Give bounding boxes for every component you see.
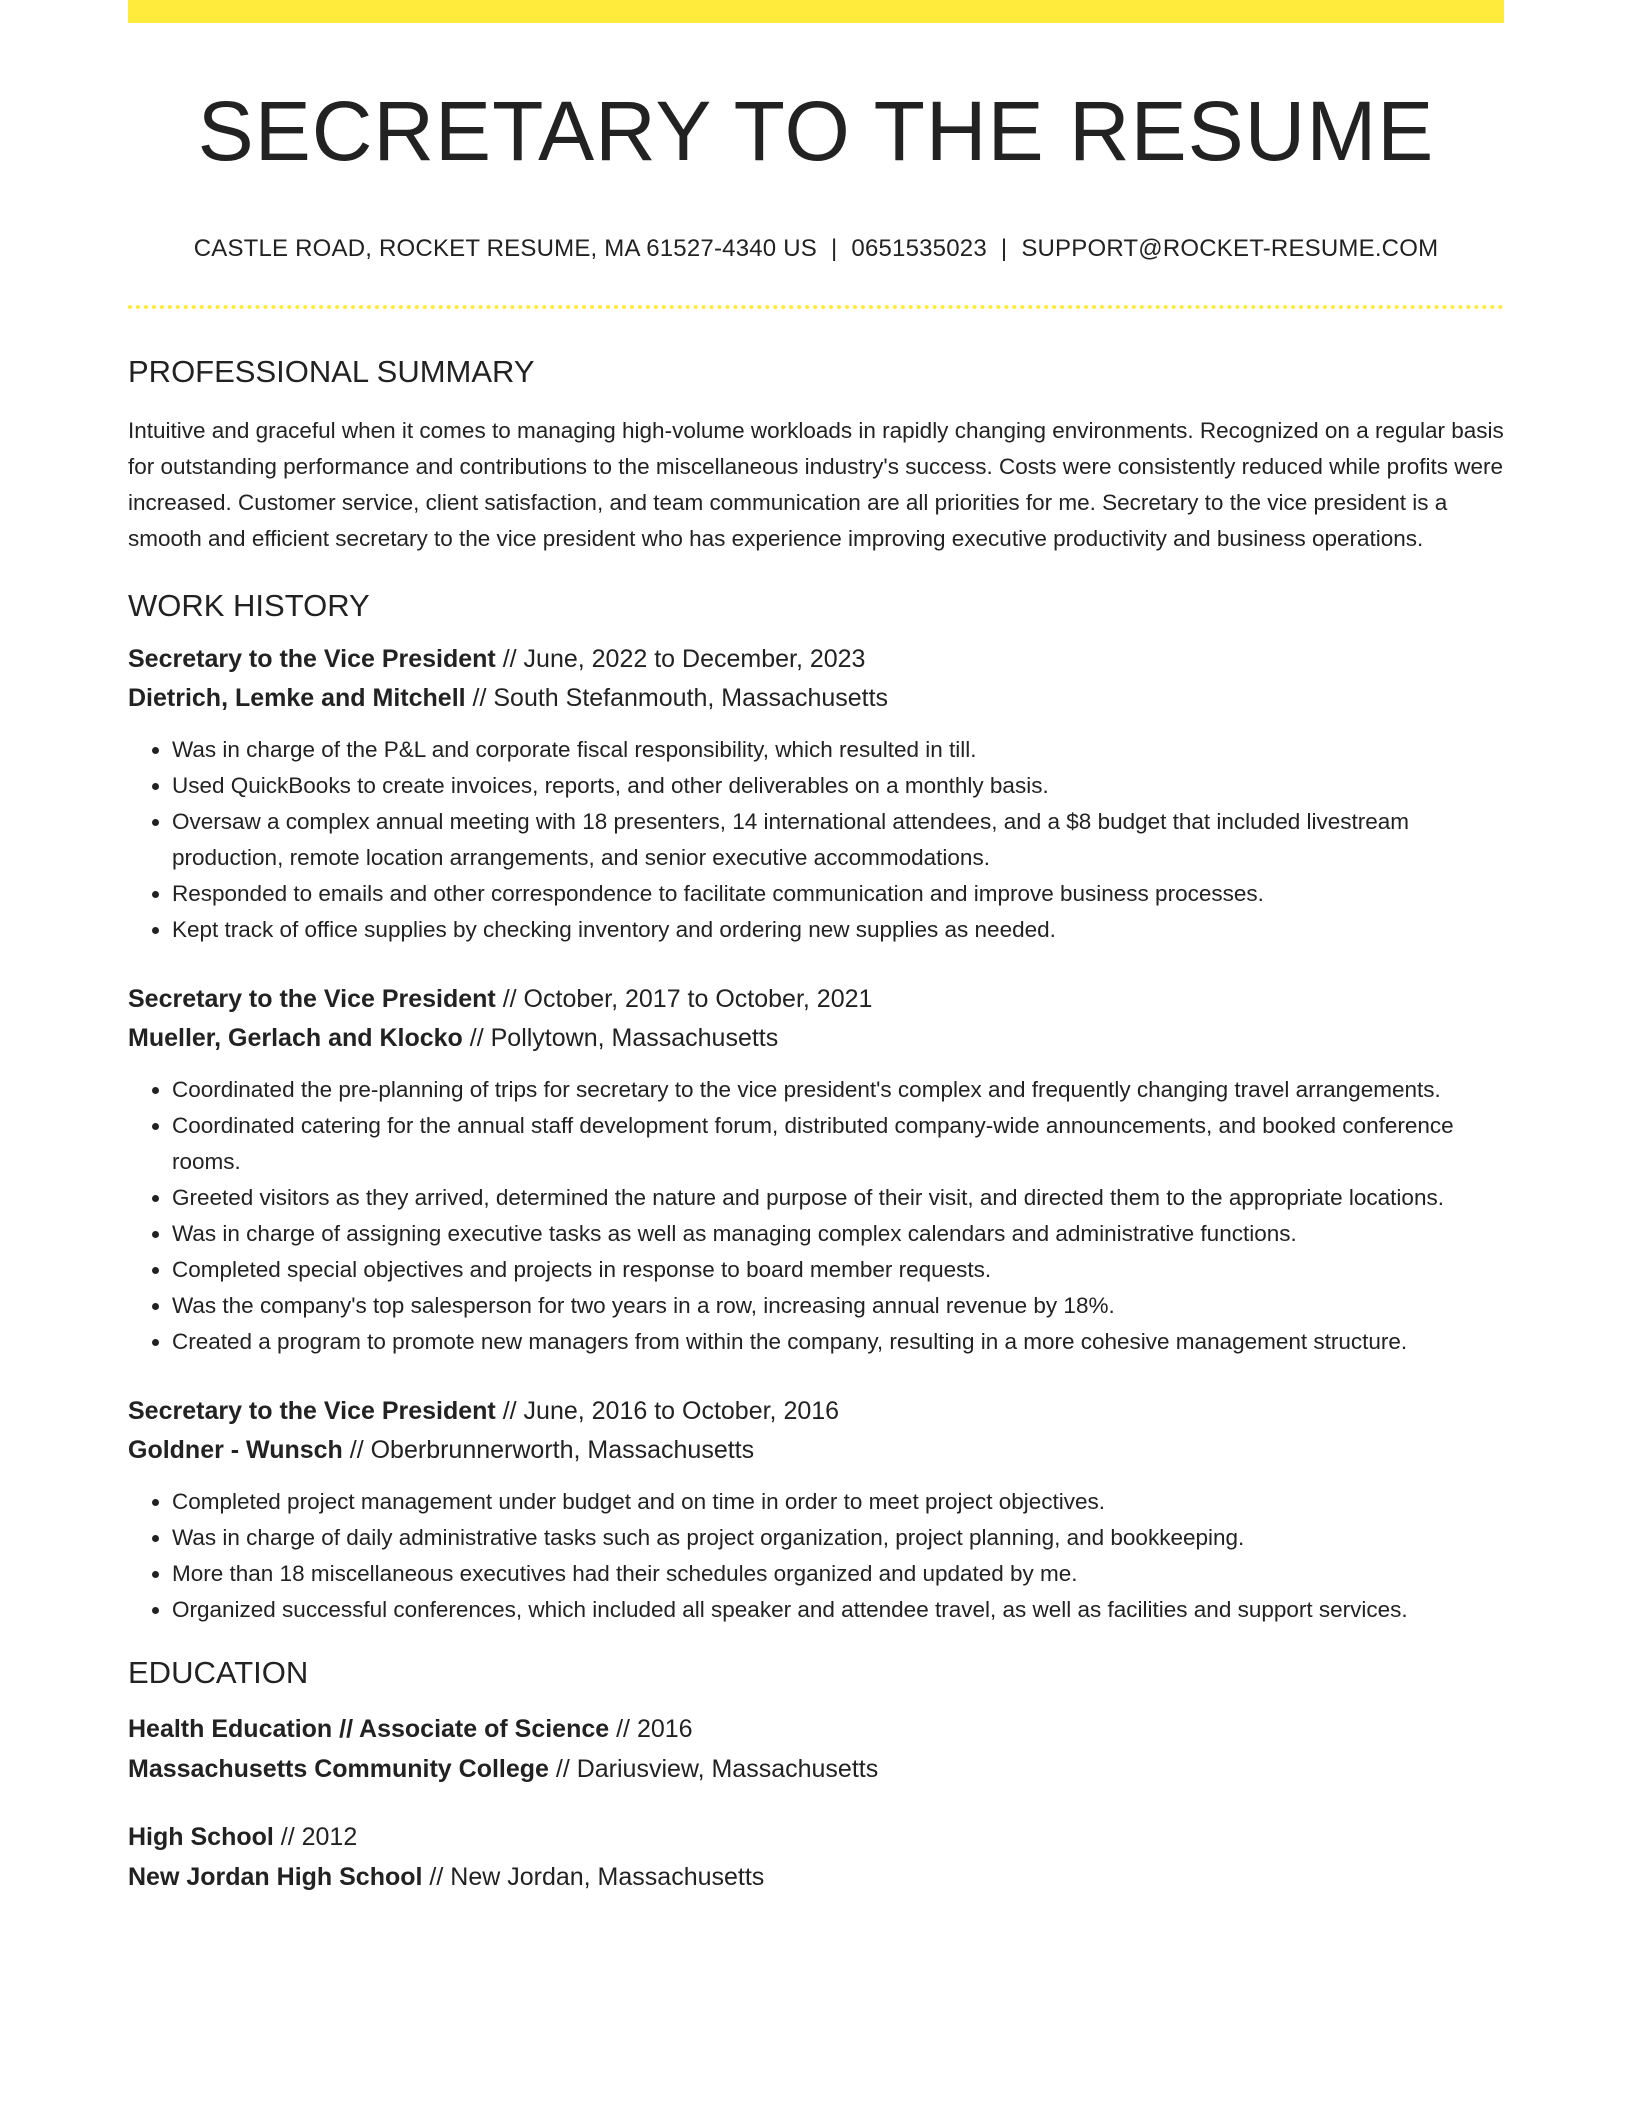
dotted-divider (128, 305, 1504, 309)
section-title-work-history: WORK HISTORY (128, 587, 370, 623)
list-item: • Created a program to promote new managers from within the company, resulting in a more cohesive management structure. (172, 1324, 1504, 1360)
list-item: • Coordinated catering for the annual staff development forum, distributed company-wide announcements, and booked conference rooms. (172, 1108, 1504, 1180)
edu-location: // Dariusview, Massachusetts (548, 1754, 879, 1783)
contact-line (128, 235, 1504, 263)
edu-degree-line (128, 1817, 1504, 1857)
page-title: SECRETARY TO THE RESUME (197, 84, 1435, 178)
list-item: • Organized successful conferences, which included all speaker and attendee travel, as well as facilities and support services. (172, 1592, 1504, 1628)
job-location: // Oberbrunnerworth, Massachusetts (342, 1435, 755, 1464)
list-item: • Completed project management under budget and on time in order to meet project objectives. (172, 1484, 1504, 1520)
job-dates: // June, 2016 to October, 2016 (495, 1396, 840, 1425)
section-title-education: EDUCATION (128, 1654, 309, 1690)
top-accent-bar (128, 0, 1504, 23)
resume-page (128, 0, 1504, 1897)
edu-degree-line (128, 1709, 1504, 1749)
job-location: // Pollytown, Massachusetts (462, 1023, 779, 1052)
edu-location: // New Jordan, Massachusetts (422, 1862, 765, 1891)
job-company: Mueller, Gerlach and Klocko (128, 1023, 463, 1052)
job-role: Secretary to the Vice President (128, 984, 496, 1013)
list-item: • Kept track of office supplies by checking inventory and ordering new supplies as needed. (172, 912, 1504, 948)
list-item: • More than 18 miscellaneous executives had their schedules organized and updated by me. (172, 1556, 1504, 1592)
education-entry (128, 1709, 1504, 1789)
job-dates: // October, 2017 to October, 2021 (495, 984, 873, 1013)
job-company: Dietrich, Lemke and Mitchell (128, 683, 466, 712)
edu-year: // 2016 (609, 1714, 693, 1743)
list-item: • Was in charge of the P&L and corporate fiscal responsibility, which resulted in till. (172, 732, 1504, 768)
contact-address: CASTLE ROAD, ROCKET RESUME, MA 61527-4340 US (193, 235, 817, 263)
job-entry (128, 1392, 1504, 1628)
contact-email[interactable]: SUPPORT@ROCKET-RESUME.COM (1021, 235, 1439, 263)
list-item: • Greeted visitors as they arrived, determined the nature and purpose of their visit, and directed them to the appropriate locations. (172, 1180, 1504, 1216)
job-role: Secretary to the Vice President (128, 644, 496, 673)
job-company-line (128, 1019, 1504, 1058)
job-entry (128, 640, 1504, 948)
edu-school-line (128, 1857, 1504, 1897)
edu-degree: High School (128, 1822, 274, 1851)
education-entry (128, 1817, 1504, 1897)
job-title-line (128, 980, 1504, 1019)
job-dates: // June, 2022 to December, 2023 (495, 644, 866, 673)
list-item: • Was in charge of daily administrative tasks such as project organization, project planning, and bookkeeping. (172, 1520, 1504, 1556)
job-entry (128, 980, 1504, 1360)
summary-text: Intuitive and graceful when it comes to managing high-volume workloads in rapidly changing environments. Recognized on a regular basis for outstanding performance and contributions to the miscellaneous industry's success. Costs were consistently reduced while profits were increased. Customer service, client satisfaction, and team communication are all priorities for me. Secretary to the vice president is a smooth and efficient secretary to the vice president who has experience improving executive productivity and business operations. (128, 417, 1504, 551)
section-title-summary: PROFESSIONAL SUMMARY (128, 354, 535, 390)
contact-phone[interactable]: 0651535023 (851, 235, 987, 263)
edu-school: New Jordan High School (128, 1862, 423, 1891)
edu-school: Massachusetts Community College (128, 1754, 549, 1783)
edu-degree: Health Education // Associate of Science (128, 1714, 610, 1743)
job-company-line (128, 1431, 1504, 1470)
list-item: • Responded to emails and other correspondence to facilitate communication and improve business processes. (172, 876, 1504, 912)
list-item: • Was the company's top salesperson for two years in a row, increasing annual revenue by 18%. (172, 1288, 1504, 1324)
contact-separator: | (1000, 235, 1008, 263)
job-title-line (128, 640, 1504, 679)
job-role: Secretary to the Vice President (128, 1396, 496, 1425)
list-item: • Coordinated the pre-planning of trips for secretary to the vice president's complex and frequently changing travel arrangements. (172, 1072, 1504, 1108)
edu-school-line (128, 1749, 1504, 1789)
list-item: • Was in charge of assigning executive tasks as well as managing complex calendars and administrative functions. (172, 1216, 1504, 1252)
job-company-line (128, 679, 1504, 718)
job-bullets (128, 732, 1504, 948)
list-item: • Completed special objectives and projects in response to board member requests. (172, 1252, 1504, 1288)
list-item: • Oversaw a complex annual meeting with 18 presenters, 14 international attendees, and a $8 budget that included livestream production, remote location arrangements, and senior executive accommodations. (172, 804, 1504, 876)
job-bullets (128, 1484, 1504, 1628)
job-company: Goldner - Wunsch (128, 1435, 343, 1464)
list-item: • Used QuickBooks to create invoices, reports, and other deliverables on a monthly basis. (172, 768, 1504, 804)
job-title-line (128, 1392, 1504, 1431)
job-bullets (128, 1072, 1504, 1360)
job-location: // South Stefanmouth, Massachusetts (465, 683, 889, 712)
contact-separator: | (830, 235, 838, 263)
edu-year: // 2012 (273, 1822, 358, 1851)
